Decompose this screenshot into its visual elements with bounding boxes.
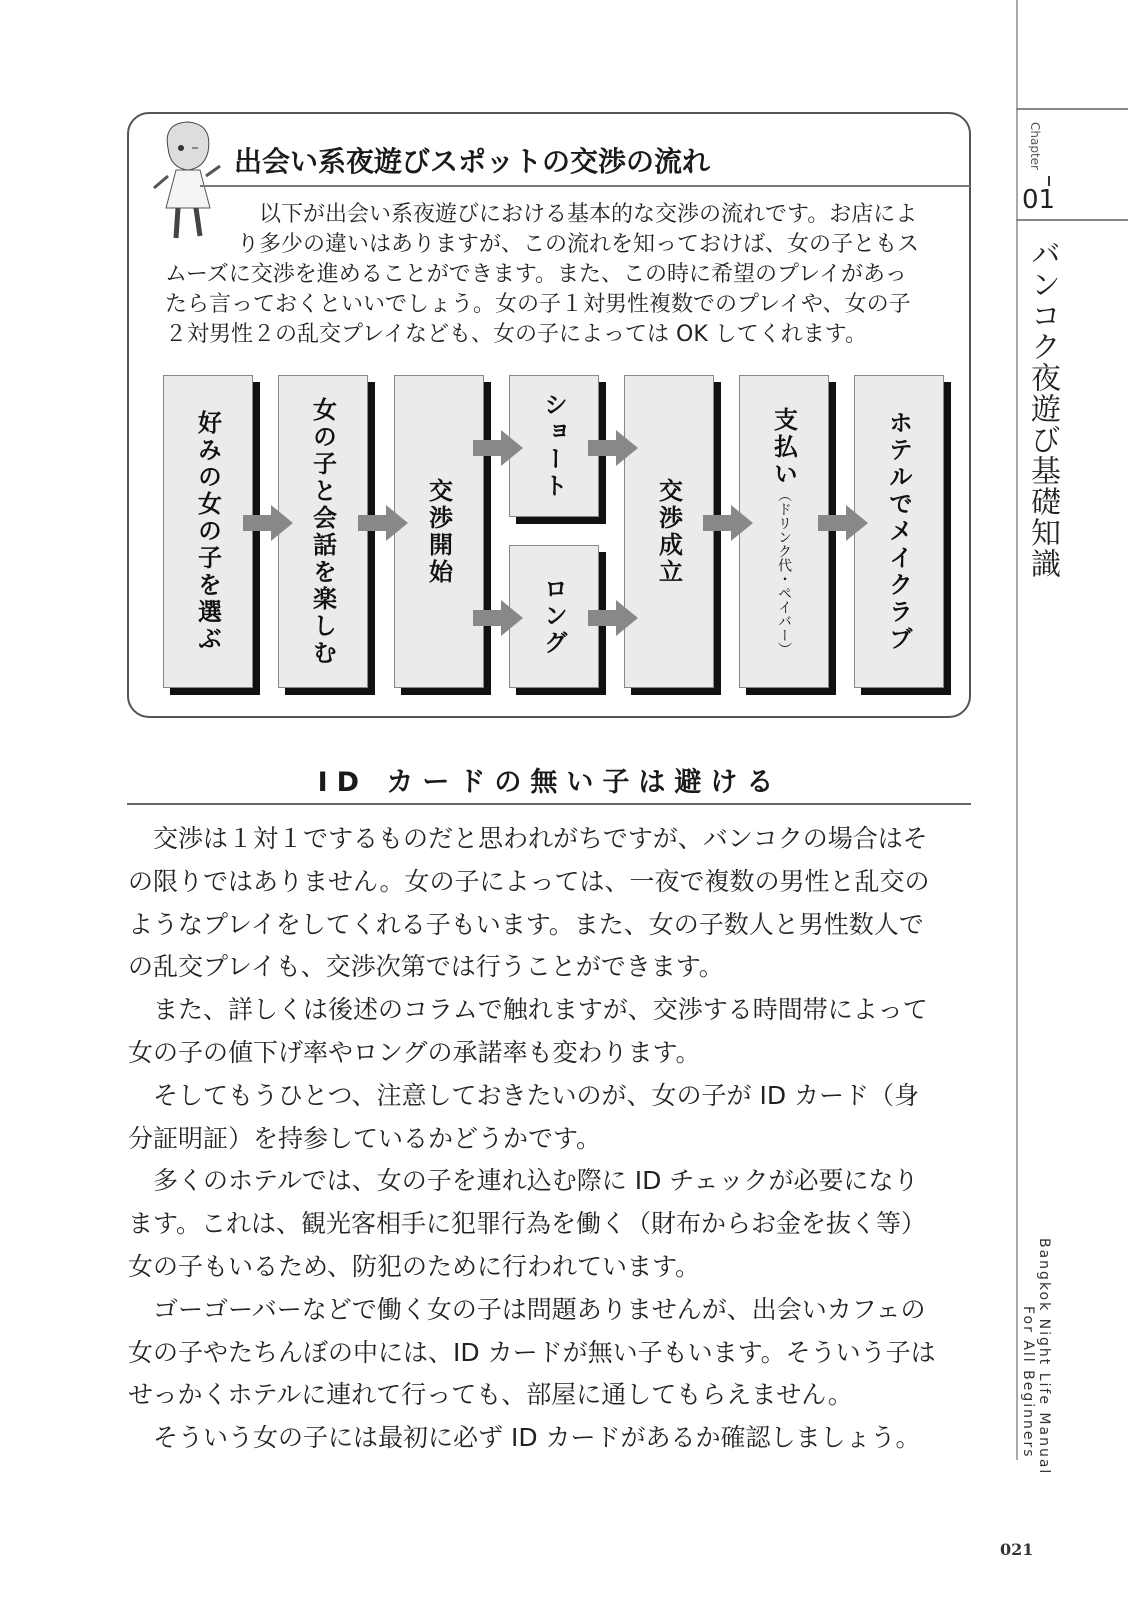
section-title-rule [127, 803, 971, 805]
flow-step-negotiation-start: 交渉開始 [394, 375, 484, 688]
flow-step-choose-girl: 好みの女の子を選ぶ [163, 375, 253, 688]
text-line: そしてもうひとつ、注意しておきたいのが、女の子が ID カード（身 [128, 1080, 920, 1110]
box-title-rule [200, 185, 970, 187]
chapter-title: バンコク夜遊び基礎知識 [1025, 238, 1060, 579]
text-line: 交渉は１対１でするものだと思われがちですが、バンコクの場合はそ [128, 824, 928, 853]
page-number: 021 [1000, 1540, 1034, 1559]
flow-step-short: ショート [509, 375, 599, 517]
text-line: 女の子の値下げ率やロングの承諾率も変わります。 [128, 1037, 701, 1067]
flow-step-agreement: 交渉成立 [624, 375, 714, 688]
payment-label: 支払い [769, 407, 798, 488]
arrow-right-icon [818, 505, 868, 541]
text-line: また、詳しくは後述のコラムで触れますが、交渉する時間帯によって [128, 995, 928, 1025]
text-line: 分証明証）を持参しているかどうかです。 [128, 1123, 602, 1153]
text-line: ようなプレイをしてくれる子もいます。また、女の子数人と男性数人で [128, 909, 924, 939]
text-line: ムーズに交渉を進めることができます。また、この時に希望のプレイがあっ [165, 262, 907, 287]
text-line: せっかくホテルに連れて行っても、部屋に通してもらえません。 [128, 1380, 853, 1410]
payment-note: （ドリンク代・ペイバー） [776, 488, 792, 656]
arrow-right-icon [703, 505, 753, 541]
arrow-right-icon [588, 430, 638, 466]
text-line: たら言っておくといいでしょう。女の子１対男性複数でのプレイや、女の子 [165, 292, 911, 317]
text-line: 多くのホテルでは、女の子を連れ込む際に ID チェックが必要になり [128, 1166, 919, 1196]
box-title: 出会い系夜遊びスポットの交渉の流れ [234, 145, 711, 178]
box-description [165, 200, 919, 350]
sidebar-rule [1016, 108, 1128, 110]
section-body [128, 818, 936, 1460]
chapter-label: Chapter [1028, 122, 1042, 170]
arrow-right-icon [358, 505, 408, 541]
text-line: ２対男性２の乱交プレイなども、女の子によっては OK してくれます。 [165, 322, 867, 347]
flow-step-long: ロング [509, 545, 599, 688]
arrow-right-icon [473, 600, 523, 636]
text-line: の乱交プレイも、交渉次第では行うことができます。 [128, 952, 724, 982]
text-line: り多少の違いはありますが、この流れを知っておけば、女の子ともス [237, 232, 920, 257]
book-title-line1: Bangkok Night Life Manual [1036, 1238, 1052, 1476]
book-title [1020, 1238, 1052, 1475]
chapter-number: 01 [1022, 185, 1056, 215]
text-line: の限りではありません。女の子によっては、一夜で複数の男性と乱交の [128, 866, 930, 896]
text-line: 以下が出会い系夜遊びにおける基本的な交渉の流れです。お店によ [237, 202, 918, 227]
text-line: 女の子もいるため、防犯のために行われています。 [128, 1251, 701, 1281]
arrow-right-icon [473, 430, 523, 466]
text-line: 女の子やたちんぼの中には、ID カードが無い子もいます。そういう子は [128, 1337, 936, 1367]
flow-step-conversation: 女の子と会話を楽しむ [278, 375, 368, 688]
book-title-line2: For All Beginners [1020, 1306, 1036, 1459]
arrow-right-icon [588, 600, 638, 636]
arrow-right-icon [243, 505, 293, 541]
text-line: そういう女の子には最初に必ず ID カードがあるか確認しましょう。 [128, 1423, 921, 1453]
text-line: ます。これは、観光客相手に犯罪行為を働く（財布からお金を抜く等） [128, 1209, 927, 1239]
text-line: ゴーゴーバーなどで働く女の子は問題ありませんが、出会いカフェの [128, 1294, 926, 1324]
sidebar-rule [1016, 219, 1128, 221]
flow-step-hotel: ホテルでメイクラブ [854, 375, 944, 688]
section-title: ID カードの無い子は避ける [317, 767, 783, 798]
